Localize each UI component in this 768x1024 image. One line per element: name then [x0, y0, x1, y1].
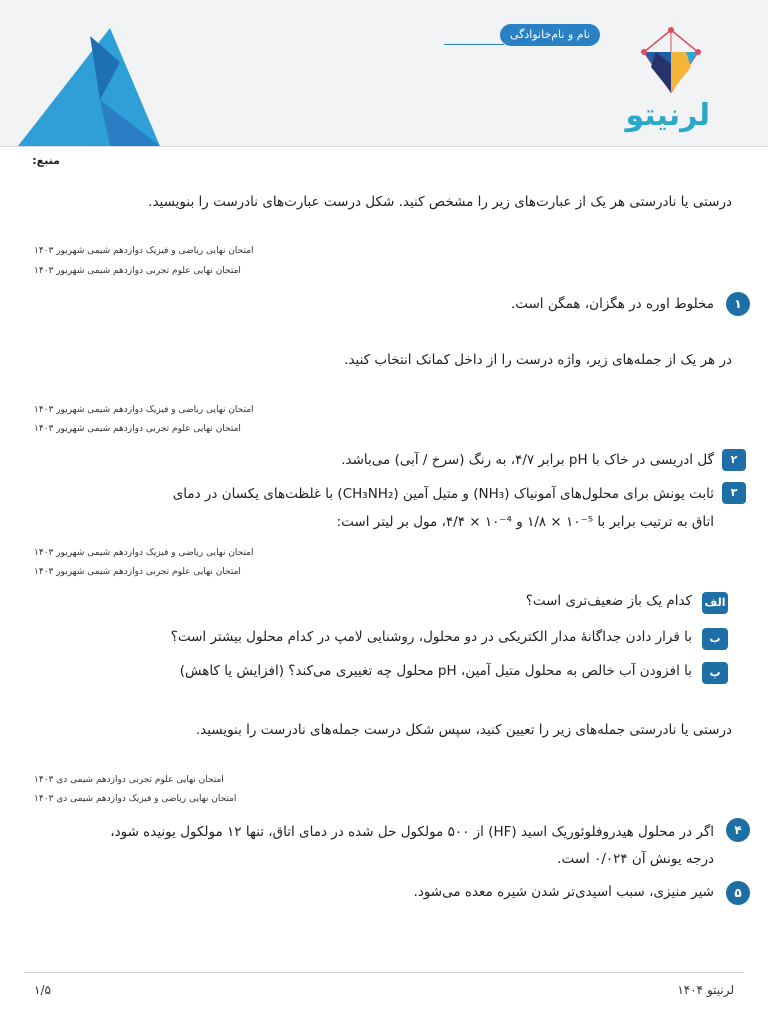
name-field-line: [444, 44, 504, 45]
sub-question-label: الف: [702, 592, 728, 614]
question-text: مخلوط اوره در هگزان، همگن است.: [510, 296, 714, 312]
footer-brand: لرنیتو ۱۴۰۴: [677, 983, 734, 997]
section-instruction: درستی یا نادرستی هر یک از عبارت‌های زیر را مشخص کنید. شکل درست عبارت‌های نادرست را بنویسید.: [148, 194, 732, 210]
footer-divider: [24, 972, 744, 973]
exam-reference: امتحان نهایی علوم تجربی دوازدهم شیمی شهریور ۱۴۰۳: [34, 266, 241, 276]
name-field-label: نام و نام‌خانوادگی: [500, 24, 600, 46]
logo-text: لرنیتو: [625, 98, 710, 133]
sub-question-text: با قرار دادن جداگانهٔ مدار الکتریکی در دو محلول، روشنایی لامپ در کدام محلول بیشتر است؟: [170, 629, 692, 645]
question-number: ۲: [722, 449, 746, 471]
exam-reference: امتحان نهایی ریاضی و فیزیک دوازدهم شیمی دی ۱۴۰۳: [34, 794, 237, 804]
question-number: ۱: [726, 292, 750, 316]
section-instruction: در هر یک از جمله‌های زیر، واژه درست را از داخل کمانک انتخاب کنید.: [344, 352, 732, 368]
sub-question-label: ب: [702, 628, 728, 650]
question-text-line2: اتاق به ترتیب برابر با ⁵⁻۱۰ × ۱/۸ و ⁴⁻۱۰ × ۴/۴، مول بر لیتر است:: [336, 514, 714, 530]
question-number: ۵: [726, 881, 750, 905]
question-text: گل ادریسی در خاک با pH برابر ۴/۷، به رنگ (سرخ / آبی) می‌باشد.: [341, 452, 714, 468]
exam-reference: امتحان نهایی ریاضی و فیزیک دوازدهم شیمی شهریور ۱۴۰۳: [34, 246, 254, 256]
page-header: [0, 0, 768, 147]
sub-question-text: کدام یک باز ضعیف‌تری است؟: [525, 593, 692, 609]
exam-reference: امتحان نهایی ریاضی و فیزیک دوازدهم شیمی شهریور ۱۴۰۳: [34, 405, 254, 415]
exam-reference: امتحان نهایی ریاضی و فیزیک دوازدهم شیمی شهریور ۱۴۰۳: [34, 548, 254, 558]
exam-reference: امتحان نهایی علوم تجربی دوازدهم شیمی شهریور ۱۴۰۳: [34, 567, 241, 577]
sub-question-label: پ: [702, 662, 728, 684]
section-instruction: درستی یا نادرستی جمله‌های زیر را تعیین کنید، سپس شکل درست جمله‌های نادرست را بنویسید.: [195, 722, 732, 738]
question-text-line2: درجه یونش آن ۰/۰۲۴ است.: [557, 851, 714, 867]
question-number: ۴: [726, 818, 750, 842]
question-text: شیر منیزی، سبب اسیدی‌تر شدن شیره معده می‌شود.: [413, 884, 714, 900]
source-label: منبع:: [32, 154, 60, 167]
exam-reference: امتحان نهایی علوم تجربی دوازدهم شیمی شهریور ۱۴۰۳: [34, 424, 241, 434]
question-text-line1: اگر در محلول هیدروفلوئوریک اسید (HF) از ۵۰۰ مولکول حل شده در دمای اتاق، تنها ۱۲ مولکول یونیده شود،: [110, 824, 714, 840]
question-number: ۳: [722, 482, 746, 504]
question-text-line1: ثابت یونش برای محلول‌های آمونیاک (NH₃) و متیل آمین (CH₃NH₂) با غلظت‌های یکسان در دمای: [172, 486, 714, 502]
page-number: ۱/۵: [34, 983, 51, 997]
sub-question-text: با افزودن آب خالص به محلول متیل آمین، pH محلول چه تغییری می‌کند؟ (افزایش یا کاهش): [179, 663, 692, 679]
decorative-triangles: [0, 0, 170, 146]
exam-reference: امتحان نهایی علوم تجربی دوازدهم شیمی دی ۱۴۰۳: [34, 775, 224, 785]
